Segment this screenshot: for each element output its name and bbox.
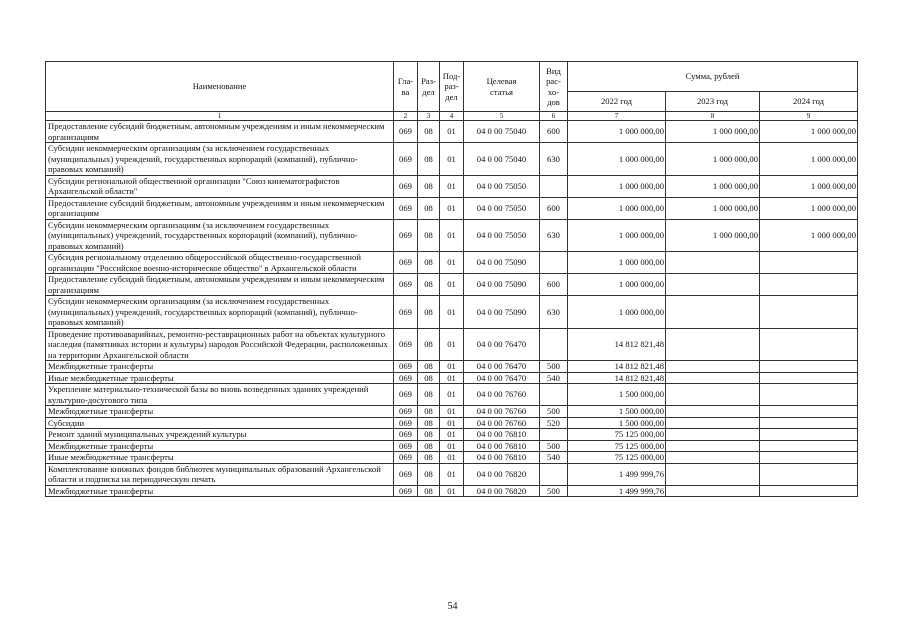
row-sum-2022: 1 000 000,00 [568,219,666,252]
row-sum-2023 [666,328,760,361]
row-sum-2023 [666,452,760,464]
row-glava: 069 [394,143,418,176]
row-sum-2024 [760,384,858,406]
row-vid: 630 [540,296,568,329]
col-number: 9 [760,112,858,121]
row-vid [540,384,568,406]
row-podrazdel: 01 [440,274,464,296]
row-podrazdel: 01 [440,384,464,406]
row-podrazdel: 01 [440,252,464,274]
row-vid: 630 [540,143,568,176]
row-sum-2022: 1 000 000,00 [568,143,666,176]
row-razdel: 08 [418,121,440,143]
row-podrazdel: 01 [440,485,464,497]
table-row [46,440,858,452]
row-podrazdel: 01 [440,417,464,429]
row-target: 04 0 00 76760 [464,406,540,418]
row-target: 04 0 00 75050 [464,197,540,219]
row-name: Субсидия региональному отделению общероссийской общественно-государственной организации "Российское военно-историческое общество" в Архангельской области [46,252,394,274]
row-podrazdel: 01 [440,328,464,361]
row-sum-2023 [666,485,760,497]
row-name: Комплектование книжных фондов библиотек муниципальных образований Архангельской области и подписка на периодическую печать [46,463,394,485]
row-sum-2022: 14 812 821,48 [568,328,666,361]
row-sum-2024 [760,252,858,274]
table-row [46,143,858,176]
row-sum-2024: 1 000 000,00 [760,175,858,197]
table-row [46,429,858,441]
table-row [46,252,858,274]
row-sum-2022: 1 000 000,00 [568,121,666,143]
row-vid: 520 [540,417,568,429]
row-sum-2022: 1 000 000,00 [568,197,666,219]
row-vid [540,328,568,361]
row-glava: 069 [394,485,418,497]
row-sum-2023 [666,372,760,384]
row-name: Ремонт зданий муниципальных учреждений культуры [46,429,394,441]
row-sum-2024 [760,440,858,452]
row-razdel: 08 [418,429,440,441]
budget-table [45,61,858,497]
row-vid: 540 [540,452,568,464]
row-sum-2022: 1 500 000,00 [568,384,666,406]
table-row [46,485,858,497]
row-target: 04 0 00 76760 [464,384,540,406]
row-glava: 069 [394,417,418,429]
row-podrazdel: 01 [440,197,464,219]
header-podrazdel: Под- раз- дел [440,62,464,112]
row-sum-2024 [760,463,858,485]
row-glava: 069 [394,463,418,485]
row-glava: 069 [394,252,418,274]
row-sum-2022: 1 500 000,00 [568,406,666,418]
col-number: 1 [46,112,394,121]
row-sum-2023: 1 000 000,00 [666,219,760,252]
row-vid: 630 [540,219,568,252]
row-sum-2023 [666,252,760,274]
row-vid [540,463,568,485]
row-sum-2023 [666,384,760,406]
row-glava: 069 [394,197,418,219]
row-glava: 069 [394,361,418,373]
col-number: 7 [568,112,666,121]
row-glava: 069 [394,384,418,406]
row-podrazdel: 01 [440,440,464,452]
row-sum-2023 [666,361,760,373]
col-number: 3 [418,112,440,121]
row-podrazdel: 01 [440,406,464,418]
row-sum-2022: 1 499 999,76 [568,485,666,497]
table-row [46,296,858,329]
row-name: Субсидии некоммерческим организациям (за исключением государственных (муниципальных) учреждений, государственных корпораций (компаний), публично-правовых компаний) [46,296,394,329]
row-vid: 500 [540,361,568,373]
table-row [46,417,858,429]
table-row [46,197,858,219]
row-razdel: 08 [418,219,440,252]
row-vid: 600 [540,121,568,143]
row-sum-2023: 1 000 000,00 [666,121,760,143]
row-sum-2024 [760,296,858,329]
row-vid: 500 [540,440,568,452]
row-sum-2023: 1 000 000,00 [666,175,760,197]
header-sum: Сумма, рублей [568,62,858,92]
row-razdel: 08 [418,143,440,176]
column-number-row [46,112,858,121]
row-podrazdel: 01 [440,372,464,384]
row-vid: 600 [540,197,568,219]
row-razdel: 08 [418,440,440,452]
page-number: 54 [447,601,458,612]
header-razdel: Раз- дел [418,62,440,112]
row-glava: 069 [394,452,418,464]
row-sum-2023 [666,296,760,329]
row-target: 04 0 00 76820 [464,485,540,497]
row-razdel: 08 [418,485,440,497]
table-row [46,361,858,373]
row-name: Предоставление субсидий бюджетным, автономным учреждениям и иным некоммерческим организациям [46,274,394,296]
row-razdel: 08 [418,328,440,361]
table-row [46,328,858,361]
table-row [46,406,858,418]
row-target: 04 0 00 76810 [464,440,540,452]
row-target: 04 0 00 75090 [464,274,540,296]
col-number: 8 [666,112,760,121]
row-sum-2022: 1 000 000,00 [568,252,666,274]
table-row [46,219,858,252]
row-glava: 069 [394,372,418,384]
row-glava: 069 [394,175,418,197]
row-target: 04 0 00 75090 [464,296,540,329]
row-sum-2024 [760,452,858,464]
row-razdel: 08 [418,372,440,384]
row-glava: 069 [394,121,418,143]
col-number: 6 [540,112,568,121]
row-sum-2023 [666,274,760,296]
row-name: Межбюджетные трансферты [46,485,394,497]
row-podrazdel: 01 [440,429,464,441]
header-year-2023: 2023 год [666,92,760,112]
row-vid: 500 [540,485,568,497]
row-sum-2024 [760,429,858,441]
col-number: 4 [440,112,464,121]
row-razdel: 08 [418,175,440,197]
row-razdel: 08 [418,463,440,485]
col-number: 5 [464,112,540,121]
row-sum-2024 [760,274,858,296]
row-target: 04 0 00 75050 [464,175,540,197]
row-sum-2023: 1 000 000,00 [666,197,760,219]
row-sum-2022: 14 812 821,48 [568,361,666,373]
row-target: 04 0 00 76470 [464,328,540,361]
row-sum-2024 [760,485,858,497]
header-year-2022: 2022 год [568,92,666,112]
row-sum-2024 [760,417,858,429]
row-sum-2024 [760,328,858,361]
row-vid [540,429,568,441]
row-sum-2024: 1 000 000,00 [760,219,858,252]
row-name: Субсидии региональной общественной организации "Союз кинематографистов Архангельской области" [46,175,394,197]
row-glava: 069 [394,429,418,441]
row-sum-2022: 14 812 821,48 [568,372,666,384]
row-name: Субсидии [46,417,394,429]
header-vid: Вид рас- хо- дов [540,62,568,112]
row-vid [540,175,568,197]
row-podrazdel: 01 [440,296,464,329]
row-name: Предоставление субсидий бюджетным, автономным учреждениям и иным некоммерческим организациям [46,121,394,143]
row-name: Иные межбюджетные трансферты [46,372,394,384]
row-sum-2023: 1 000 000,00 [666,143,760,176]
row-glava: 069 [394,328,418,361]
row-vid [540,252,568,274]
row-razdel: 08 [418,296,440,329]
row-sum-2024: 1 000 000,00 [760,143,858,176]
row-sum-2023 [666,406,760,418]
row-razdel: 08 [418,197,440,219]
row-sum-2022: 1 499 999,76 [568,463,666,485]
row-target: 04 0 00 76470 [464,361,540,373]
row-name: Предоставление субсидий бюджетным, автономным учреждениям и иным некоммерческим организациям [46,197,394,219]
row-target: 04 0 00 76810 [464,452,540,464]
row-target: 04 0 00 76820 [464,463,540,485]
row-target: 04 0 00 75050 [464,219,540,252]
row-sum-2023 [666,417,760,429]
row-razdel: 08 [418,361,440,373]
table-row [46,121,858,143]
row-target: 04 0 00 76760 [464,417,540,429]
row-target: 04 0 00 76470 [464,372,540,384]
row-razdel: 08 [418,406,440,418]
table-row [46,463,858,485]
row-razdel: 08 [418,384,440,406]
row-name: Субсидии некоммерческим организациям (за исключением государственных (муниципальных) учреждений, государственных корпораций (компаний), публично-правовых компаний) [46,219,394,252]
row-glava: 069 [394,274,418,296]
row-sum-2024 [760,361,858,373]
row-name: Межбюджетные трансферты [46,406,394,418]
row-vid: 600 [540,274,568,296]
row-vid: 500 [540,406,568,418]
row-name: Проведение противоаварийных, ремонтно-реставрационных работ на объектах культурного наследия (памятниках истории и культуры) народов Российской Федерации, расположенных на территории Архангельской области [46,328,394,361]
row-podrazdel: 01 [440,121,464,143]
row-target: 04 0 00 75040 [464,143,540,176]
row-sum-2023 [666,463,760,485]
table-row [46,452,858,464]
row-target: 04 0 00 76810 [464,429,540,441]
row-sum-2022: 75 125 000,00 [568,452,666,464]
row-vid: 540 [540,372,568,384]
row-podrazdel: 01 [440,143,464,176]
row-podrazdel: 01 [440,361,464,373]
row-target: 04 0 00 75090 [464,252,540,274]
row-razdel: 08 [418,252,440,274]
row-name: Межбюджетные трансферты [46,361,394,373]
table-row [46,384,858,406]
table-body [46,121,858,497]
row-podrazdel: 01 [440,175,464,197]
row-razdel: 08 [418,417,440,429]
row-name: Субсидии некоммерческим организациям (за исключением государственных (муниципальных) учреждений, государственных корпораций (компаний), публично-правовых компаний) [46,143,394,176]
row-glava: 069 [394,440,418,452]
row-sum-2024: 1 000 000,00 [760,197,858,219]
row-podrazdel: 01 [440,463,464,485]
table-row [46,274,858,296]
row-glava: 069 [394,296,418,329]
row-podrazdel: 01 [440,219,464,252]
row-sum-2022: 75 125 000,00 [568,440,666,452]
row-glava: 069 [394,406,418,418]
row-sum-2023 [666,429,760,441]
row-sum-2022: 1 000 000,00 [568,296,666,329]
row-podrazdel: 01 [440,452,464,464]
row-sum-2022: 1 500 000,00 [568,417,666,429]
header-target: Целевая статья [464,62,540,112]
row-razdel: 08 [418,274,440,296]
col-number: 2 [394,112,418,121]
row-sum-2024 [760,372,858,384]
row-target: 04 0 00 75040 [464,121,540,143]
row-name: Иные межбюджетные трансферты [46,452,394,464]
row-glava: 069 [394,219,418,252]
row-name: Укрепление материально-технической базы во вновь возведенных зданиях учреждений культурно-досугового типа [46,384,394,406]
row-razdel: 08 [418,452,440,464]
row-sum-2022: 1 000 000,00 [568,274,666,296]
header-year-2024: 2024 год [760,92,858,112]
row-sum-2022: 1 000 000,00 [568,175,666,197]
header-glava: Гла- ва [394,62,418,112]
table-row [46,372,858,384]
header-name: Наименование [46,62,394,112]
row-sum-2024: 1 000 000,00 [760,121,858,143]
row-name: Межбюджетные трансферты [46,440,394,452]
table-row [46,175,858,197]
row-sum-2023 [666,440,760,452]
row-sum-2022: 75 125 000,00 [568,429,666,441]
row-sum-2024 [760,406,858,418]
